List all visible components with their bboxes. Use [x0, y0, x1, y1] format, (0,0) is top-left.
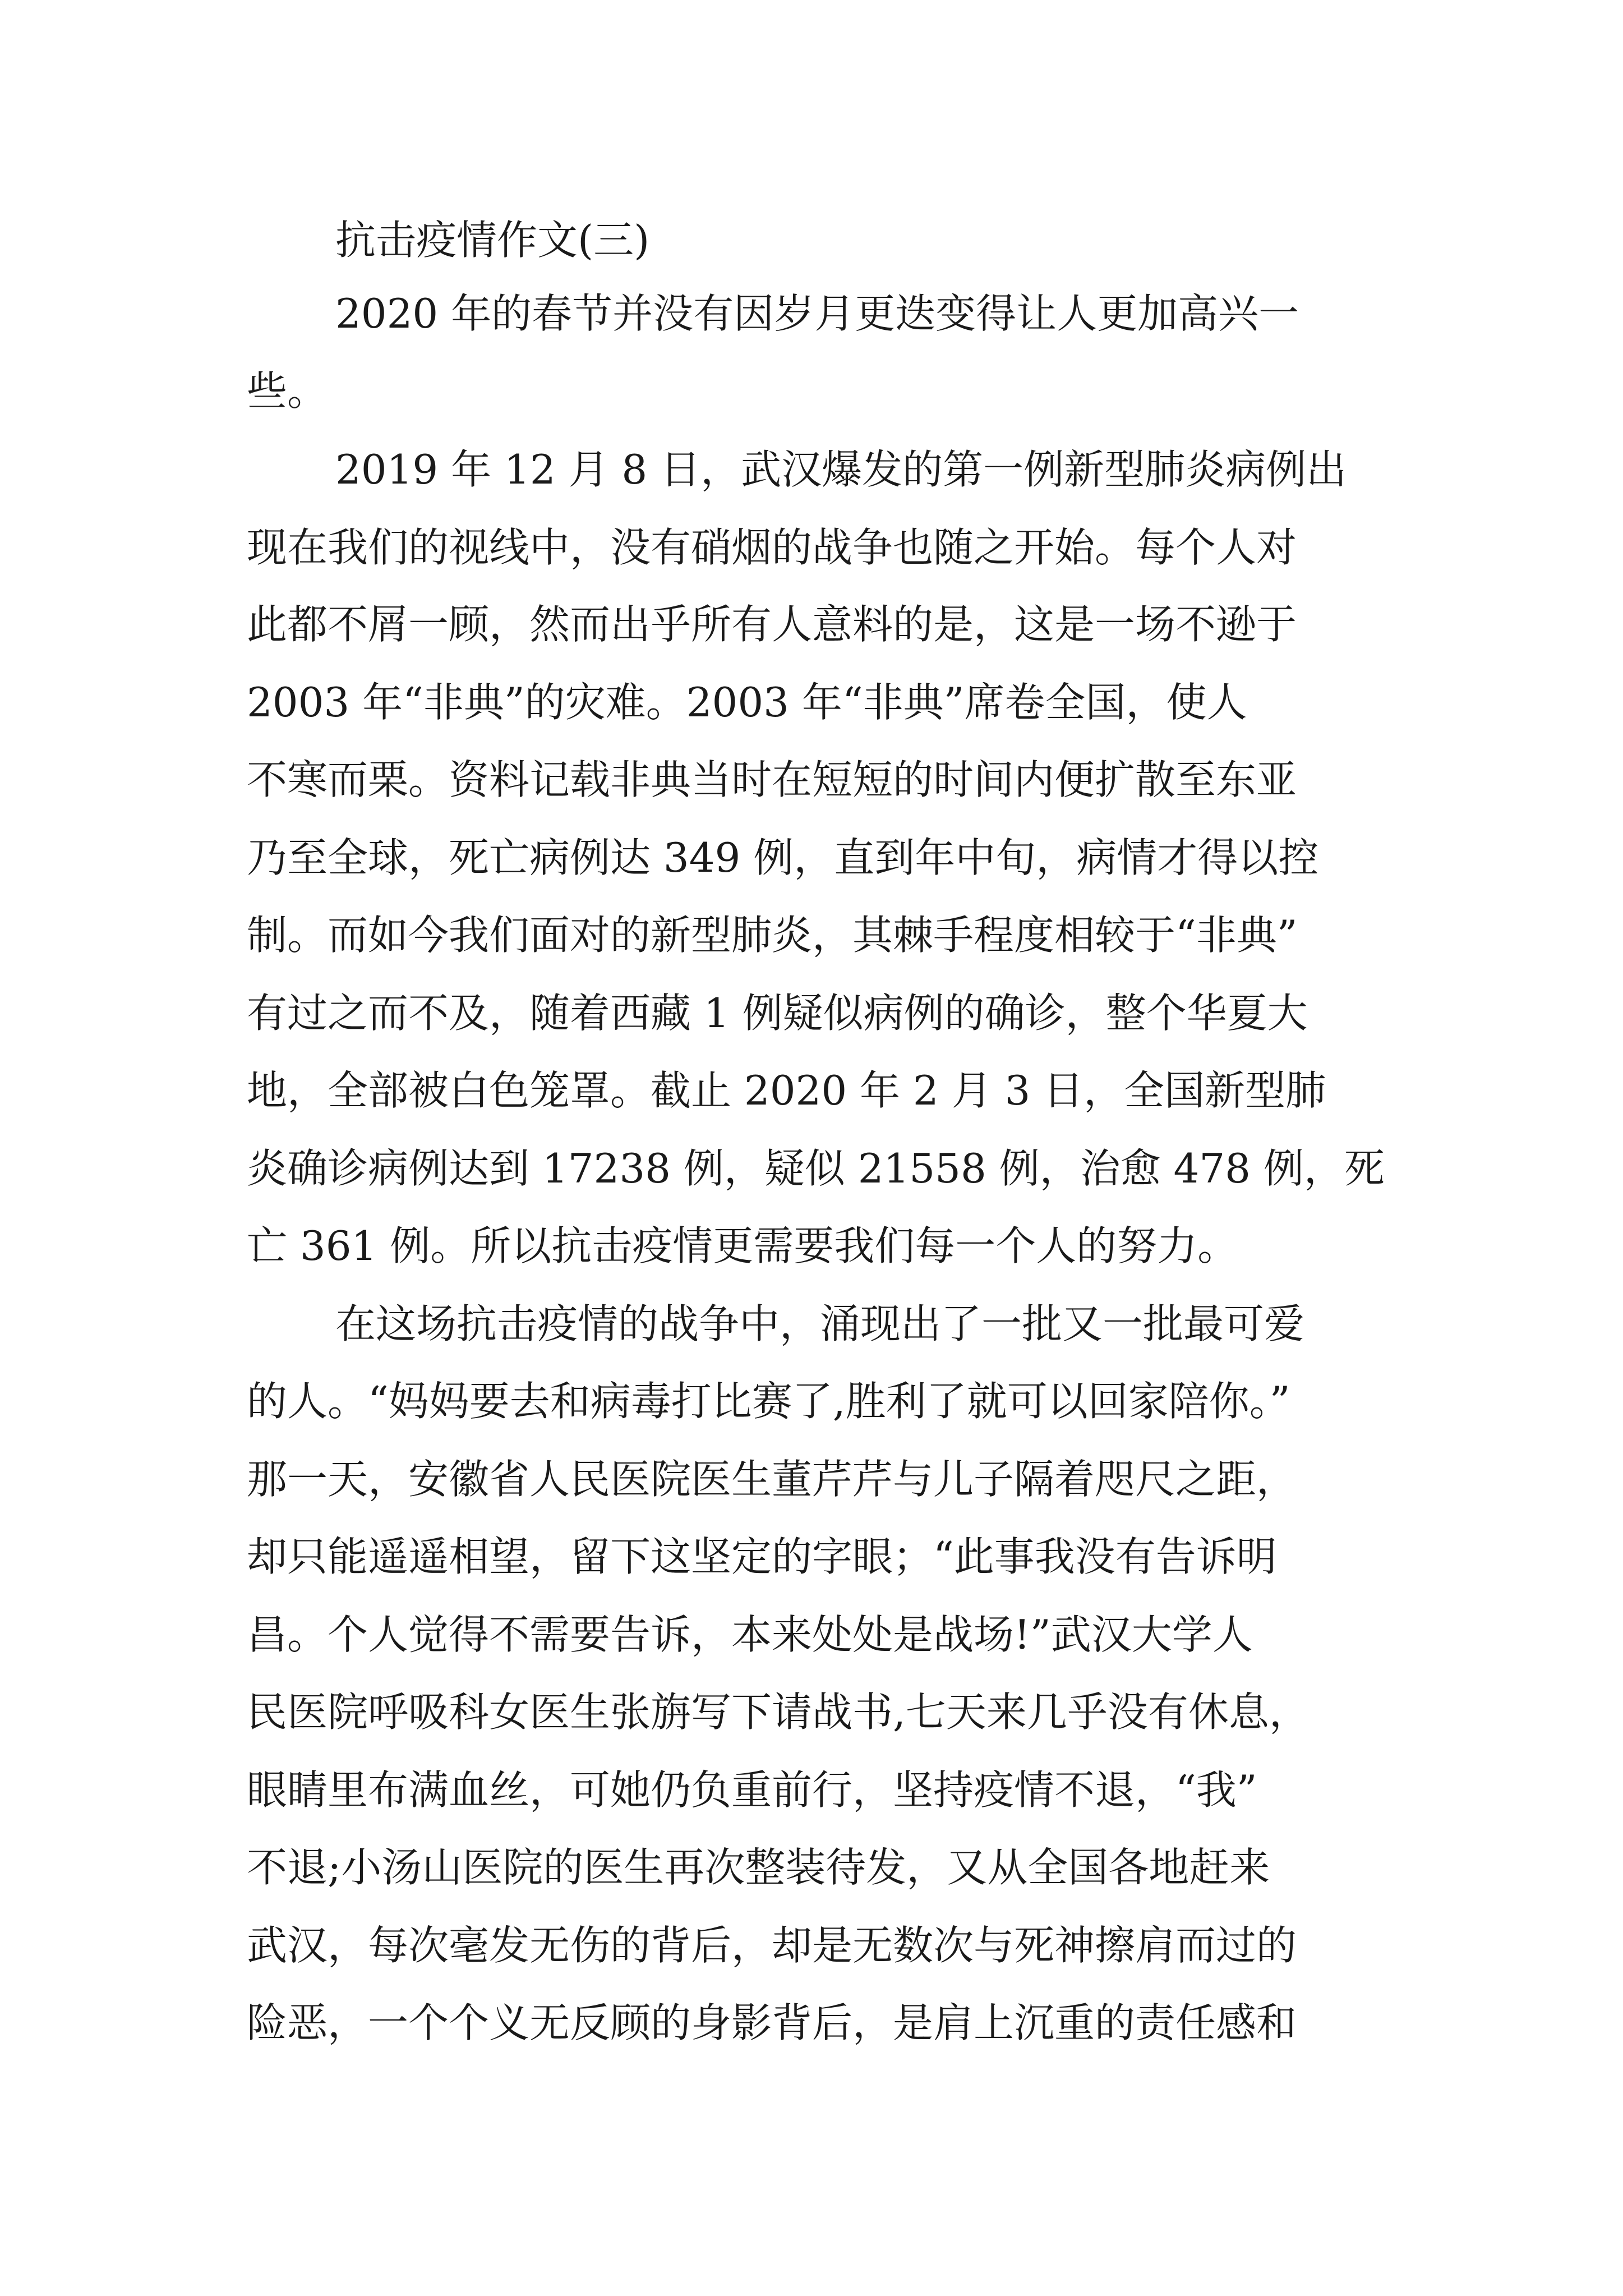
- paragraph-line: 现在我们的视线中，没有硝烟的战争也随之开始。每个人对: [247, 524, 1297, 571]
- paragraph-line: 那一天，安徽省人民医院医生董芹芹与儿子隔着咫尺之距，: [247, 1456, 1297, 1503]
- paragraph-line: 地，全部被白色笼罩。截止 2020 年 2 月 3 日，全国新型肺: [247, 1067, 1326, 1114]
- paragraph-line: 在这场抗击疫情的战争中，涌现出了一批又一批最可爱: [335, 1300, 1305, 1347]
- paragraph-line: 眼睛里布满血丝，可她仍负重前行，坚持疫情不退，“我”: [247, 1766, 1257, 1814]
- paragraph-line: 2003 年“非典”的灾难。2003 年“非典”席卷全国，使人: [247, 679, 1247, 726]
- paragraph-line: 有过之而不及，随着西藏 1 例疑似病例的确诊，整个华夏大: [247, 990, 1308, 1037]
- paragraph-line: 2020 年的春节并没有因岁月更迭变得让人更加高兴一: [335, 290, 1299, 337]
- paragraph-line: 2019 年 12 月 8 日，武汉爆发的第一例新型肺炎病例出: [335, 446, 1347, 493]
- paragraph-line: 的人。“妈妈要去和病毒打比赛了,胜利了就可以回家陪你。”: [247, 1378, 1290, 1425]
- paragraph-line: 些。: [247, 367, 328, 415]
- paragraph-line: 昌。个人觉得不需要告诉，本来处处是战场!”武汉大学人: [247, 1611, 1253, 1658]
- paragraph-line: 此都不屑一顾，然而出乎所有人意料的是，这是一场不逊于: [247, 601, 1297, 648]
- paragraph-line: 民医院呼吸科女医生张旃写下请战书,七天来几乎没有休息，: [247, 1688, 1310, 1736]
- paragraph-line: 制。而如今我们面对的新型肺炎，其棘手程度相较于“非典”: [247, 912, 1298, 959]
- paragraph-line: 不退;小汤山医院的医生再次整装待发，又从全国各地赶来: [247, 1844, 1270, 1891]
- document-title: 抗击疫情作文(三): [335, 217, 650, 264]
- paragraph-line: 险恶，一个个义无反顾的身影背后，是肩上沉重的责任感和: [247, 1999, 1297, 2046]
- paragraph-line: 炎确诊病例达到 17238 例，疑似 21558 例，治愈 478 例，死: [247, 1145, 1385, 1192]
- paragraph-line: 亡 361 例。所以抗击疫情更需要我们每一个人的努力。: [247, 1222, 1238, 1269]
- paragraph-line: 却只能遥遥相望，留下这坚定的字眼；“此事我没有告诉明: [247, 1533, 1277, 1580]
- paragraph-line: 武汉，每次毫发无伤的背后，却是无数次与死神擦肩而过的: [247, 1922, 1297, 1969]
- paragraph-line: 乃至全球，死亡病例达 349 例，直到年中旬，病情才得以控: [247, 834, 1319, 881]
- paragraph-line: 不寒而栗。资料记载非典当时在短短的时间内便扩散至东亚: [247, 756, 1297, 803]
